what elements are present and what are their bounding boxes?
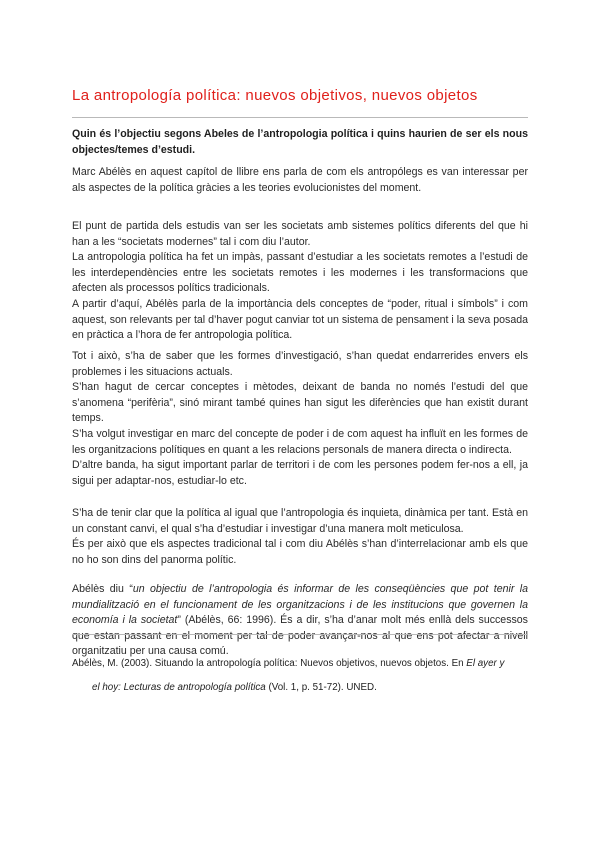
quote-intro: Abélès diu “ [72,583,133,595]
paragraph-8: D’altre banda, ha sigut important parlar de territori i de com les persones podem fer-nos a ell, ja sigui per adaptar-nos, estudiar-lo etc. [72,459,528,487]
paragraph-3: La antropologia política ha fet un impàs, passant d’estudiar a les societats remotes a l’estudi de les interdependències entre les societats remotes i les modernes i les transformacions que afecten als processos polítics tradicionals. [72,251,528,295]
reference-book-title-a: El ayer y [466,658,505,669]
paragraph-11 [72,582,528,660]
question-text: Quin és l’objectiu segons Abeles de l’antropologia política i quins haurien de ser els nous objectes/temes d’estudi. [72,128,528,156]
paragraph-block-3 [72,349,528,489]
paragraph-block-1 [72,165,528,196]
paragraph-2: El punt de partida dels estudis van ser les societats amb sistemes polítics diferents del que hi han a les “societats modernes” tal i com diu l’autor. [72,220,528,248]
paragraph-1: Marc Abélès en aquest capítol de llibre ens parla de com els antropólegs es van interessar per als aspectes de la política gràcies a les teories evolucionistes del moment. [72,166,528,194]
paragraph-block-2 [72,219,528,344]
paragraph-7: S’ha volgut investigar en marc del concepte de poder i de com aquest ha influït en les formes de les organitzacions polítiques en quant a les relacions personals de manera directa o indirecta. [72,427,528,456]
paragraph-5: Tot i això, s’ha de saber que les formes d’investigació, s’han quedat endarrerides envers els problemes i les situacions actuals. [72,350,528,378]
reference-book-title-b: el hoy: Lecturas de antropología política [92,682,266,693]
page-title: La antropología política: nuevos objetivos, nuevos objetos [72,87,478,104]
bibliography-reference [72,652,528,700]
reference-line-2 [72,676,528,700]
paragraph-6: S’han hagut de cercar conceptes i mètodes, deixant de banda no només l’estudi del que s’anomena “perifèria”, sinó mirant també quines han sigut les diferències que han existit durant temps. [72,381,528,425]
paragraph-10: És per això que els aspectes tradicional tal i com diu Abélès s’han d’interrelacionar amb els que no ho son dins del panorma polític. [72,538,528,566]
quote-outro: ” (Abélès, 66: 1996). És a dir, s’ha d’anar molt més enllà dels successos que estan passant en el moment per tal de poder avançar-nos al que ens pot afectar a nivell organitzatiu per una causa comú. [72,614,528,658]
divider-top [72,117,528,118]
paragraph-block-5 [72,582,528,660]
paragraph-block-4 [72,506,528,568]
paragraph-9: S’ha de tenir clar que la política al igual que l’antropologia és inquieta, dinàmica per tant. Està en un constant canvi, el qual s’ha d’estudiar i investigar d’una manera molt meticulosa. [72,507,528,535]
reference-authors: Abélès, M. (2003). Situando la antropología política: Nuevos objetivos, nuevos objetos. En [72,658,467,669]
paragraph-4: A partir d’aquí, Abélès parla de la importància dels conceptes de “poder, ritual i símbols” i com aquest, son relevants per tal d’haver pogut canviar tot un sistema de pensament i la seva posada en pràctica a l’hora de fer antropologia política. [72,297,528,342]
question-heading [72,127,528,158]
reference-line-1 [72,652,528,676]
reference-details: (Vol. 1, p. 51-72). UNED. [265,682,377,693]
divider-bottom [72,634,528,635]
quote-text: un objectiu de l’antropologia és informar de les conseqüències que pot tenir la mundialització en el funcionament de les organitzacions i de les institucions que governen la economía i la societat [72,583,529,627]
